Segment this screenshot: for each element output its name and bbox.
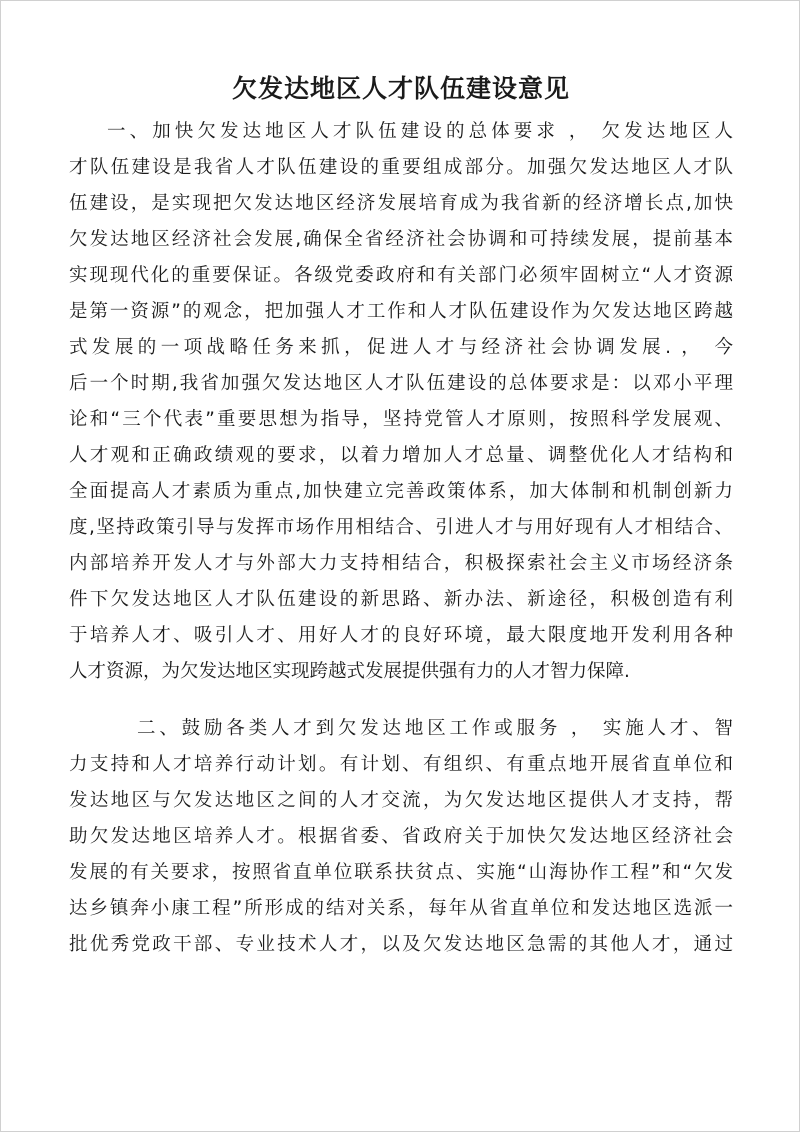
document-body <box>69 114 733 963</box>
paragraph-line: 度,坚持政策引导与发挥市场作用相结合、引进人才与用好现有人才相结合、 <box>69 517 733 538</box>
paragraph-line: 件下欠发达地区人才队伍建设的新思路、新办法、新途径，积极创造有利 <box>69 589 733 610</box>
paragraph-line: 人才资源，为欠发达地区实现跨越式发展提供强有力的人才智力保障. <box>69 661 630 682</box>
paragraph-line: 达乡镇奔小康工程”所形成的结对关系，每年从省直单位和发达地区选派一 <box>69 898 733 919</box>
paragraph-line: 发达地区与欠发达地区之间的人才交流，为欠发达地区提供人才支持，帮 <box>69 790 733 811</box>
paragraph-line: 全面提高人才素质为重点,加快建立完善政策体系，加大体制和机制创新力 <box>69 481 733 502</box>
paragraph-line: 人才观和正确政绩观的要求，以着力增加人才总量、调整优化人才结构和 <box>69 445 733 466</box>
paragraph-gap <box>69 690 733 711</box>
paragraph-line: 是第一资源”的观念，把加强人才工作和人才队伍建设作为欠发达地区跨越 <box>69 301 733 322</box>
document-title: 欠发达地区人才队伍建设意见 <box>231 74 570 103</box>
paragraph-line: 实现现代化的重要保证。各级党委政府和有关部门必须牢固树立“人才资源 <box>69 265 733 286</box>
paragraph-line: 批优秀党政干部、专业技术人才，以及欠发达地区急需的其他人才，通过 <box>69 934 733 955</box>
paragraph-line: 式发展的一项战略任务来抓，促进人才与经济社会协调发展. ， 今 <box>69 337 733 358</box>
paragraph-line: 论和“三个代表”重要思想为指导，坚持党管人才原则，按照科学发展观、 <box>69 409 733 430</box>
paragraph-line: 内部培养开发人才与外部大力支持相结合，积极探索社会主义市场经济条 <box>69 553 733 574</box>
paragraph-line: 欠发达地区经济社会发展,确保全省经济社会协调和可持续发展，提前基本 <box>69 229 733 250</box>
paragraph-line: 二、鼓励各类人才到欠发达地区工作或服务 ， 实施人才、智 <box>137 718 733 739</box>
paragraph-line: 发展的有关要求，按照省直单位联系扶贫点、实施“山海协作工程”和“欠发 <box>69 862 733 883</box>
paragraph-line: 才队伍建设是我省人才队伍建设的重要组成部分。加强欠发达地区人才队 <box>69 157 733 178</box>
paragraph-line: 一、加快欠发达地区人才队伍建设的总体要求 ， 欠发达地区人 <box>107 121 733 142</box>
paragraph-line: 伍建设，是实现把欠发达地区经济发展培育成为我省新的经济增长点,加快 <box>69 193 733 214</box>
paragraph-line: 力支持和人才培养行动计划。有计划、有组织、有重点地开展省直单位和 <box>69 754 733 775</box>
paragraph-line: 后一个时期,我省加强欠发达地区人才队伍建设的总体要求是：以邓小平理 <box>69 373 733 394</box>
paragraph-line: 助欠发达地区培养人才。根据省委、省政府关于加快欠发达地区经济社会 <box>69 826 733 847</box>
paragraph-line: 于培养人才、吸引人才、用好人才的良好环境，最大限度地开发利用各种 <box>69 625 733 646</box>
